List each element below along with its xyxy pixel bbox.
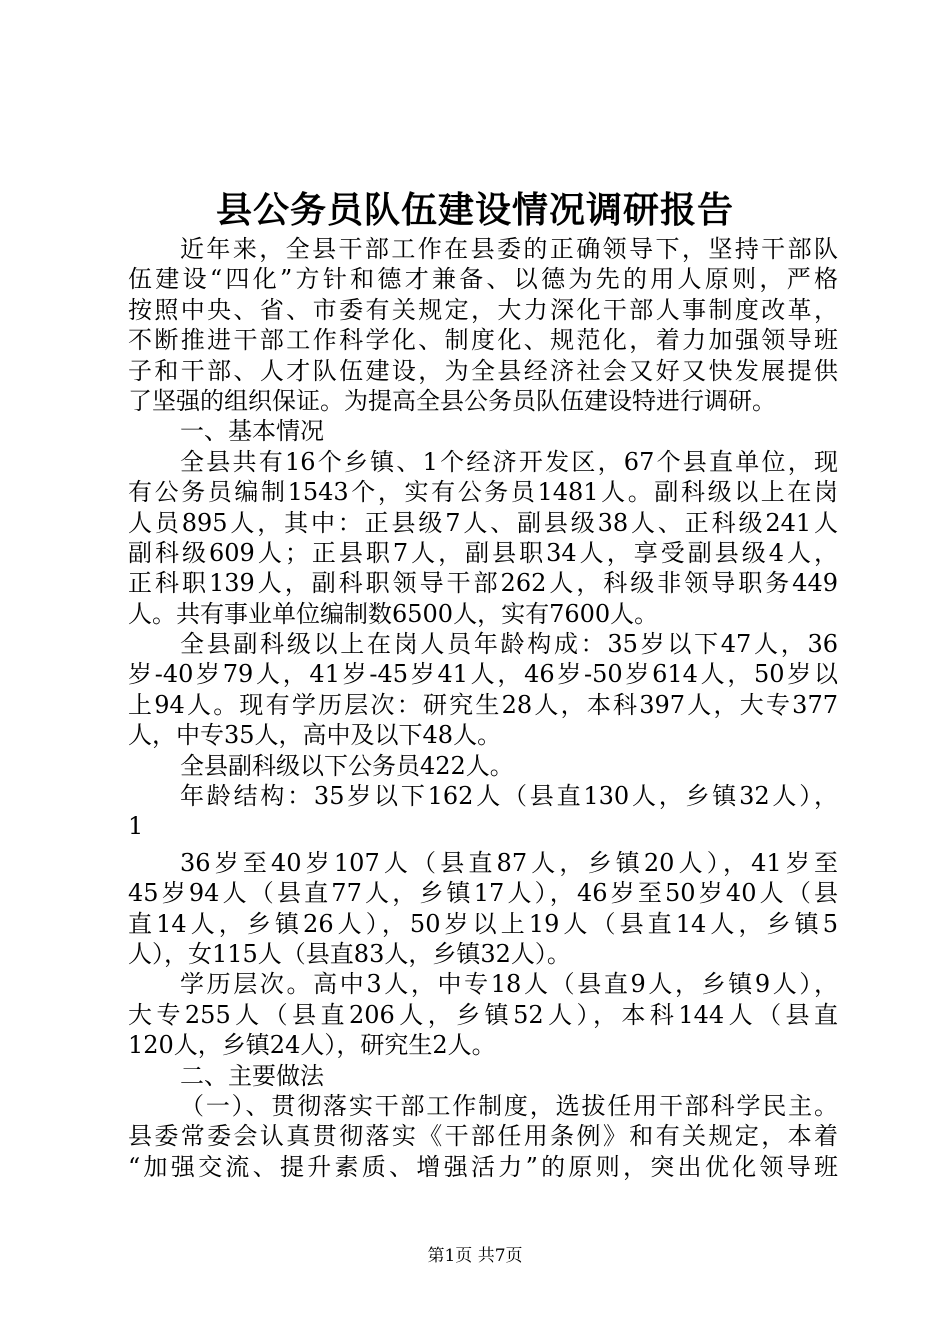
section-heading: 二、主要做法 <box>180 1061 324 1090</box>
paragraph-line: 有公务员编制1543个，实有公务员1481人。副科级以上在岗 <box>128 478 838 507</box>
paragraph-line: 不断推进干部工作科学化、制度化、规范化，着力加强领导班 <box>128 326 838 355</box>
paragraph-line: 36岁至40岁107人（县直87人，乡镇20人），41岁至 <box>180 848 838 877</box>
paragraph-line: 伍建设“四化”方针和德才兼备、以德为先的用人原则，严格 <box>128 265 838 294</box>
paragraph-line: （一）、贯彻落实干部工作制度，选拔任用干部科学民主。 <box>180 1091 838 1120</box>
paragraph-line: 全县副科级以上在岗人员年龄构成：35岁以下47人，36 <box>180 630 838 659</box>
paragraph-line: 人员895人，其中：正县级7人、副县级38人、正科级241人 <box>128 508 838 537</box>
document-body <box>128 234 838 1182</box>
paragraph-line: 大专255人（县直206人，乡镇52人），本科144人（县直 <box>128 1000 838 1029</box>
paragraph-line: 岁-40岁79人，41岁-45岁41人，46岁-50岁614人，50岁以 <box>128 660 838 689</box>
paragraph-line: 副科级609人；正县职7人，副县职34人，享受副县级4人， <box>128 538 838 567</box>
paragraph-line: 子和干部、人才队伍建设，为全县经济社会又好又快发展提供 <box>128 356 838 385</box>
paragraph-line: 县委常委会认真贯彻落实《干部任用条例》和有关规定，本着 <box>128 1122 838 1151</box>
paragraph-line: 人。共有事业单位编制数6500人，实有7600人。 <box>128 599 659 628</box>
paragraph-line: 45岁94人（县直77人，乡镇17人），46岁至50岁40人（县 <box>128 879 838 908</box>
paragraph-line: 人），女115人（县直83人，乡镇32人）。 <box>128 939 571 968</box>
paragraph-line: 正科职139人，副科职领导干部262人，科级非领导职务449 <box>128 569 838 598</box>
paragraph-line: 按照中央、省、市委有关规定，大力深化干部人事制度改革， <box>128 295 838 324</box>
paragraph-line: 1 <box>128 812 144 841</box>
paragraph-line: 年龄结构：35岁以下162人（县直130人，乡镇32人）， <box>180 782 838 811</box>
paragraph-line: 全县共有16个乡镇、1个经济开发区，67个县直单位，现 <box>180 447 838 476</box>
paragraph-line: 直14人，乡镇26人），50岁以上19人（县直14人，乡镇5 <box>128 909 838 938</box>
section-heading: 一、基本情况 <box>180 417 324 446</box>
paragraph-line: 全县副科级以下公务员422人。 <box>180 751 514 780</box>
page-footer: 第1页 共7页 <box>427 1246 523 1266</box>
paragraph-line: 了坚强的组织保证。为提高全县公务员队伍建设特进行调研。 <box>128 386 776 415</box>
paragraph-line: “加强交流、提升素质、增强活力”的原则，突出优化领导班 <box>128 1152 838 1181</box>
paragraph-line: 学历层次。高中3人，中专18人（县直9人，乡镇9人）， <box>180 970 838 999</box>
paragraph-line: 近年来，全县干部工作在县委的正确领导下，坚持干部队 <box>180 235 838 263</box>
paragraph-line: 人，中专35人，高中及以下48人。 <box>128 721 502 750</box>
document-title: 县公务员队伍建设情况调研报告 <box>215 189 734 231</box>
paragraph-line: 上94人。现有学历层次：研究生28人，本科397人，大专377 <box>128 690 838 719</box>
paragraph-line: 120人，乡镇24人），研究生2人。 <box>128 1031 496 1060</box>
